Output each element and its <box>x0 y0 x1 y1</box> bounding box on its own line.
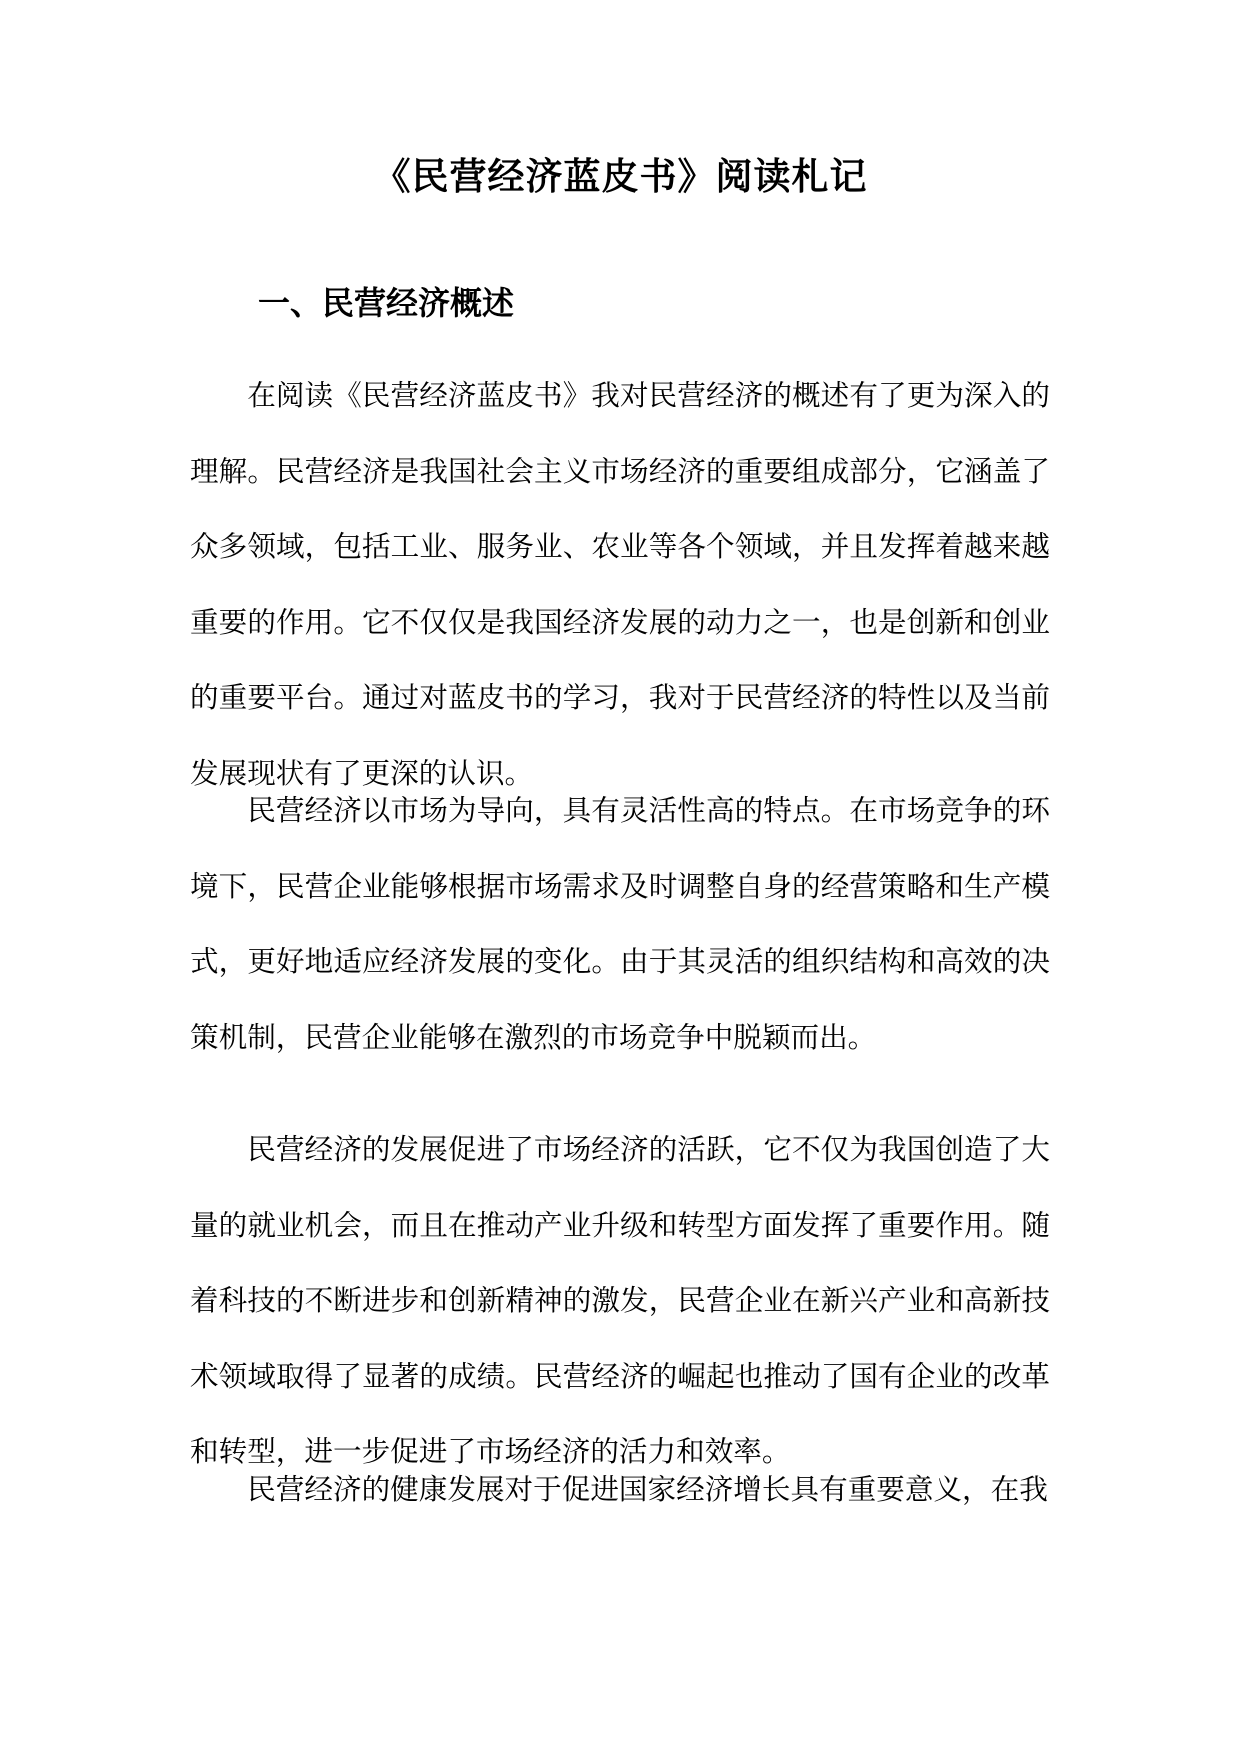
paragraph-3: 民营经济的发展促进了市场经济的活跃，它不仅为我国创造了大量的就业机会，而且在推动产业升级和转型方面发挥了重要作用。随着科技的不断进步和创新精神的激发，民营企业在新兴产业和高新技术领域取得了显著的成绩。民营经济的崛起也推动了国有企业的改革和转型，进一步促进了市场经济的活力和效率。 <box>190 1132 1050 1468</box>
section-heading: 一、民营经济概述 <box>258 284 515 322</box>
paragraph-4: 民营经济的健康发展对于促进国家经济增长具有重要意义，在我 <box>247 1472 1048 1506</box>
paragraph-1: 在阅读《民营经济蓝皮书》我对民营经济的概述有了更为深入的理解。民营经济是我国社会主义市场经济的重要组成部分，它涵盖了众多领域，包括工业、服务业、农业等各个领域，并且发挥着越来越重要的作用。它不仅仅是我国经济发展的动力之一，也是创新和创业的重要平台。通过对蓝皮书的学习，我对于民营经济的特性以及当前发展现状有了更深的认识。 <box>190 378 1050 790</box>
paragraph-2: 民营经济以市场为导向，具有灵活性高的特点。在市场竞争的环境下，民营企业能够根据市场需求及时调整自身的经营策略和生产模式，更好地适应经济发展的变化。由于其灵活的组织结构和高效的决策机制，民营企业能够在激烈的市场竞争中脱颖而出。 <box>190 793 1050 1054</box>
document-title: 《民营经济蓝皮书》阅读札记 <box>373 154 868 198</box>
